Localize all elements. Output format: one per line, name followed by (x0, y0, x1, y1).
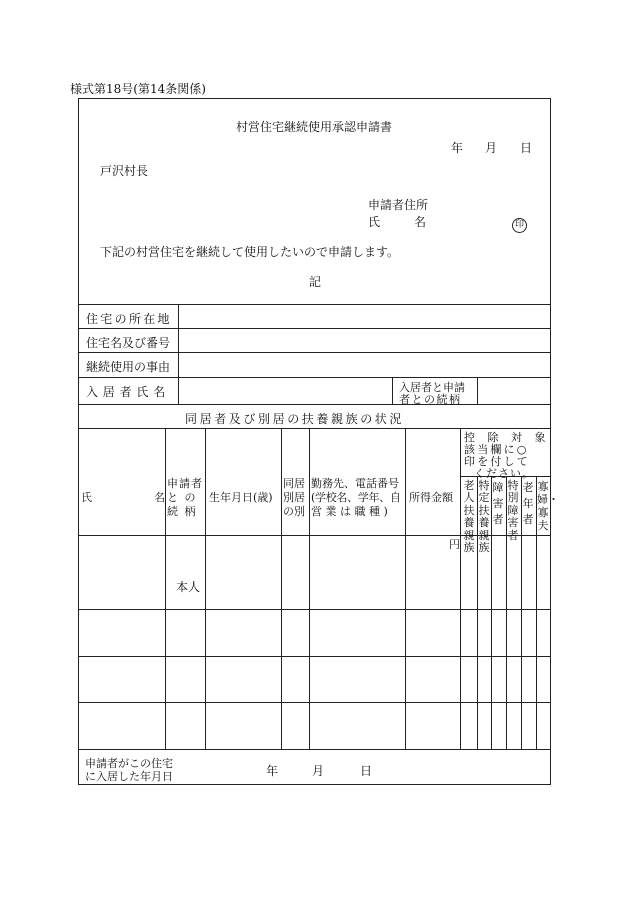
move-in-year: 年 (266, 764, 279, 778)
reason-label: 継続使用の事由 (86, 360, 171, 374)
name-header-1: 氏 (81, 491, 92, 504)
location-label: 住宅の所在地 (86, 312, 172, 326)
relation-header-3: 続 柄 (167, 505, 197, 518)
move-in-label-2: に入居した年月日 (85, 770, 173, 783)
form-number: 様式第18号(第14条関係) (70, 82, 206, 96)
addressee: 戸沢村長 (100, 164, 149, 178)
cohabit-header-1: 同居 (283, 477, 305, 490)
deduction-specific-dependent: 特定扶養親族 (478, 479, 490, 555)
deduction-disabled: 障害者 (492, 481, 504, 526)
yen-unit: 円 (449, 538, 460, 551)
deduction-header-2: 該当欄に○ (464, 443, 529, 456)
cohabit-header-2: 別居 (283, 491, 305, 504)
work-header-2: (学校名、学年、自 (311, 491, 401, 504)
applicant-address-label: 申請者住所 (368, 198, 429, 212)
applicant-name-label-1: 氏 (368, 215, 381, 229)
move-in-label-1: 申請者がこの住宅 (85, 757, 173, 770)
relation-label-line-2: 者との続柄 (399, 393, 462, 406)
house-name-label: 住宅名及び番号 (86, 336, 171, 350)
move-in-month: 月 (312, 764, 325, 778)
deduction-header-3: 印を付して (464, 455, 530, 468)
ki-label: 記 (309, 275, 322, 289)
deduction-header-4: ください。 (474, 467, 534, 480)
birth-header: 生年月日(歳) (209, 491, 273, 504)
income-header: 所得金額 (409, 491, 453, 504)
date-day: 日 (520, 141, 533, 155)
seal-mark (512, 212, 527, 233)
seal-icon: 印 (512, 218, 527, 233)
relation-label-line-1: 入居者と申請 (399, 381, 465, 394)
move-in-day: 日 (360, 764, 373, 778)
work-header-3: 営 業 は 職 種 ) (311, 505, 388, 518)
application-form (78, 98, 559, 785)
relation-header-2: と の (167, 491, 197, 504)
family-section-heading: 同居者及び別居の扶養親族の状況 (185, 412, 405, 426)
deduction-header-1: 控 除 対 象 (464, 431, 550, 444)
resident-name-label: 入居者氏名 (86, 385, 171, 399)
applicant-name-label-2: 名 (414, 215, 427, 229)
date-year: 年 (451, 141, 464, 155)
statement: 下記の村営住宅を継続して使用したいので申請します。 (100, 245, 400, 259)
deduction-special-disabled: 特別障害者 (507, 479, 519, 542)
relation-self: 本人 (176, 580, 201, 594)
relation-header-1: 申請者 (167, 477, 203, 490)
work-header-1: 勤務先、電話番号 (311, 477, 399, 490)
deduction-widow: 寡婦・寡夫 (537, 480, 559, 532)
deduction-elderly-dependent: 老人扶養親族 (463, 479, 475, 555)
deduction-elderly: 老年者 (522, 481, 534, 526)
name-header-2: 名 (154, 491, 165, 504)
cohabit-header-3: の別 (283, 505, 305, 518)
date-month: 月 (485, 141, 498, 155)
form-title: 村営住宅継続使用承認申請書 (236, 120, 393, 134)
